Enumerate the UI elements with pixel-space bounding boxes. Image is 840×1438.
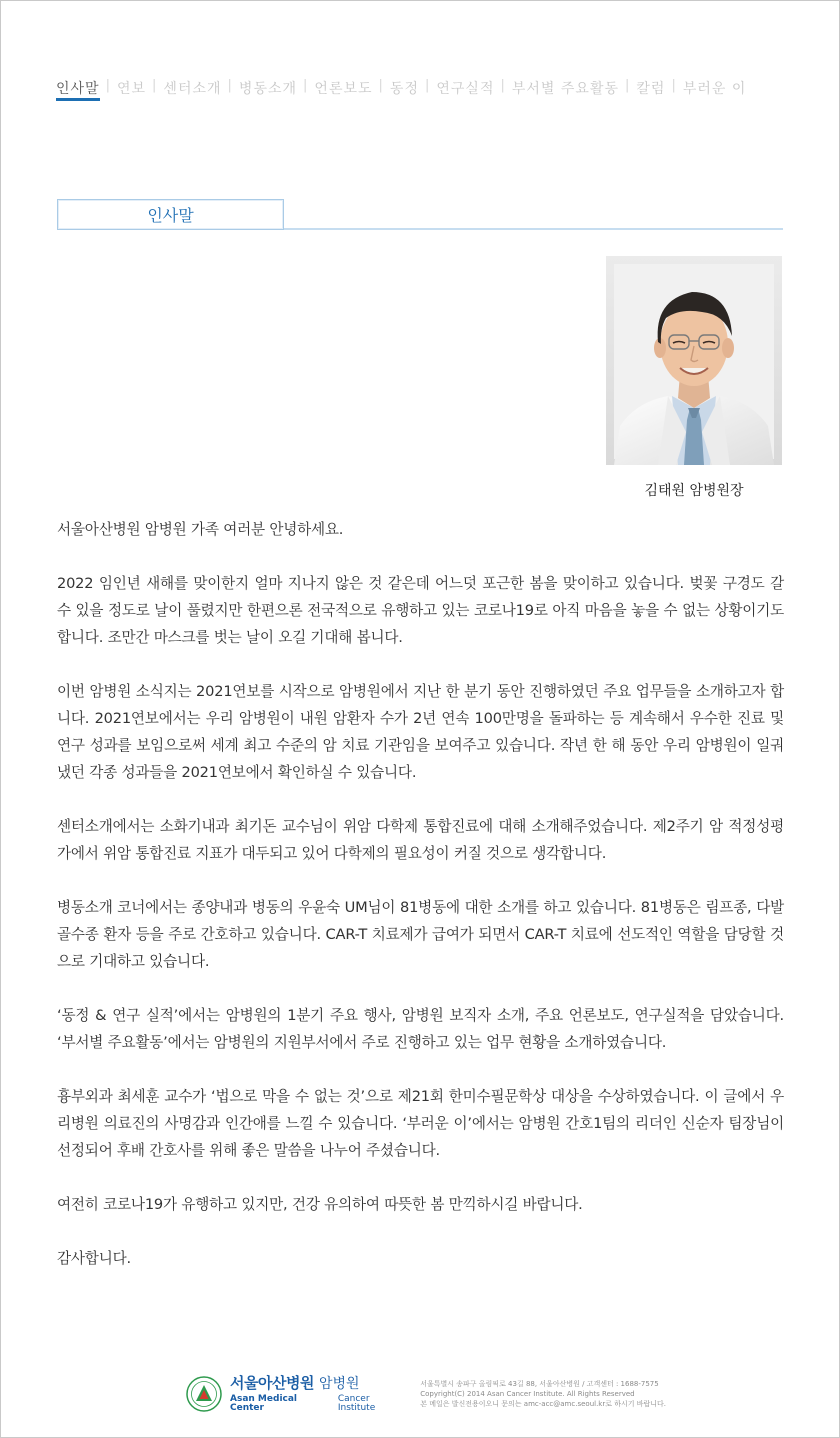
top-nav	[56, 74, 796, 104]
section-header	[57, 199, 783, 230]
portrait-caption: 김태원 암병원장	[644, 483, 744, 499]
letter-greeting: 서울아산병원 암병원 가족 여러분 안녕하세요.	[57, 521, 344, 538]
nav-separator: |	[671, 78, 677, 93]
letter-paragraph: 이번 암병원 소식지는 2021연보를 시작으로 암병원에서 지난 한 분기 동안 진행하였던 주요 업무들을 소개하고자 합니다. 2021연보에서는 우리 암병원이 내원 암환자 수가 2년 연속 100만명을 돌파하는 등 계속해서 우수한 진료 및 연구 성과를 보임으로써 세계 최고 수준의 암 치료 기관임을 보여주고 있습니다. 작년 한 해 동안 우리 암병원이 일궈냈던 각종 성과들을 2021연보에서 확인하실 수 있습니다.	[57, 683, 784, 781]
footer-division-name: 암병원	[318, 1375, 360, 1392]
letter-paragraph: 흉부외과 최세훈 교수가 ‘법으로 막을 수 없는 것’으로 제21회 한미수필문학상 대상을 수상하였습니다. 이 글에서 우리병원 의료진의 사명감과 인간애를 느낄 수 있습니다. ‘부러운 이’에서는 암병원 간호1팀의 리더인 신순자 팀장님이 선정되어 후배 간호사를 위해 좋은 말씀을 나누어 주셨습니다.	[57, 1088, 784, 1159]
footer-notice: 본 메일은 발신전용이오니 문의는 amc-acc@amc.seoul.kr로 하시기 바랍니다.	[420, 1400, 666, 1408]
nav-separator: |	[378, 78, 384, 93]
nav-tab-press[interactable]: 언론보도	[314, 81, 373, 97]
nav-separator: |	[152, 78, 158, 93]
footer-address: 서울특별시 송파구 올림픽로 43길 88, 서울아산병원 / 고객센터 : 1688-7575	[420, 1380, 659, 1388]
nav-separator: |	[227, 78, 233, 93]
footer	[186, 1374, 666, 1414]
nav-separator: |	[424, 78, 431, 93]
footer-copyright: Copyright(C) 2014 Asan Cancer Institute. All Rights Reserved	[420, 1390, 635, 1398]
footer-hospital-name-en: Asan Medical Center	[230, 1393, 298, 1413]
nav-separator: |	[303, 78, 309, 93]
nav-tab-column[interactable]: 칼럼	[636, 81, 666, 97]
letter-paragraph: 여전히 코로나19가 유행하고 있지만, 건강 유의하여 따뜻한 봄 만끽하시길 바랍니다.	[57, 1196, 583, 1213]
footer-brand	[230, 1373, 408, 1413]
nav-tab-news[interactable]: 동정	[389, 81, 419, 97]
footer-info	[420, 1379, 666, 1409]
letter-paragraph: ‘동정 & 연구 실적’에서는 암병원의 1분기 주요 행사, 암병원 보직자 소개, 주요 언론보도, 연구실적을 담았습니다. ‘부서별 주요활동’에서는 암병원의 지원부서에서 주로 진행하고 있는 업무 현황을 소개하였습니다.	[57, 1007, 784, 1051]
nav-separator: |	[625, 78, 631, 93]
letter-paragraph: 센터소개에서는 소화기내과 최기돈 교수님이 위암 다학제 통합진료에 대해 소개해주었습니다. 제2주기 암 적정성평가에서 위암 통합진료 지표가 대두되고 있어 다학제의 필요성이 커질 것으로 생각합니다.	[57, 818, 784, 862]
section-title: 인사말	[57, 199, 284, 230]
nav-tab-center-intro[interactable]: 센터소개	[163, 81, 222, 97]
director-portrait	[606, 256, 782, 465]
nav-tab-ward-intro[interactable]: 병동소개	[238, 81, 298, 97]
nav-tab-greeting[interactable]: 인사말	[56, 74, 100, 98]
nav-tab-envied-person[interactable]: 부러운 이	[682, 81, 747, 97]
nav-separator: |	[500, 78, 506, 93]
nav-tab-research[interactable]: 연구실적	[436, 81, 495, 97]
hospital-emblem-icon	[186, 1376, 222, 1412]
footer-division-name-en: Cancer Institute	[337, 1393, 376, 1413]
letter-closing: 감사합니다.	[57, 1250, 131, 1267]
nav-tab-annual-report[interactable]: 연보	[116, 81, 147, 97]
section-divider	[284, 228, 783, 230]
letter-paragraph: 병동소개 코너에서는 종양내과 병동의 우윤숙 UM님이 81병동에 대한 소개를 하고 있습니다. 81병동은 림프종, 다발골수종 환자 등을 주로 간호하고 있습니다. CAR-T 치료제가 급여가 되면서 CAR-T 치료에 선도적인 역할을 담당할 것으로 기대하고 있습니다.	[57, 899, 784, 970]
nav-tab-department-activities[interactable]: 부서별 주요활동	[511, 81, 619, 97]
letter-paragraph: 2022 임인년 새해를 맞이한지 얼마 지나지 않은 것 같은데 어느덧 포근한 봄을 맞이하고 있습니다. 벚꽃 구경도 갈 수 있을 정도로 날이 풀렸지만 한편으론 전국적으로 유행하고 있는 코로나19로 아직 마음을 놓을 수 없는 상황이기도 합니다. 조만간 마스크를 벗는 날이 오길 기대해 봅니다.	[57, 575, 784, 646]
footer-hospital-name: 서울아산병원	[230, 1373, 314, 1392]
greeting-letter	[57, 516, 784, 1299]
nav-separator: |	[105, 78, 111, 93]
